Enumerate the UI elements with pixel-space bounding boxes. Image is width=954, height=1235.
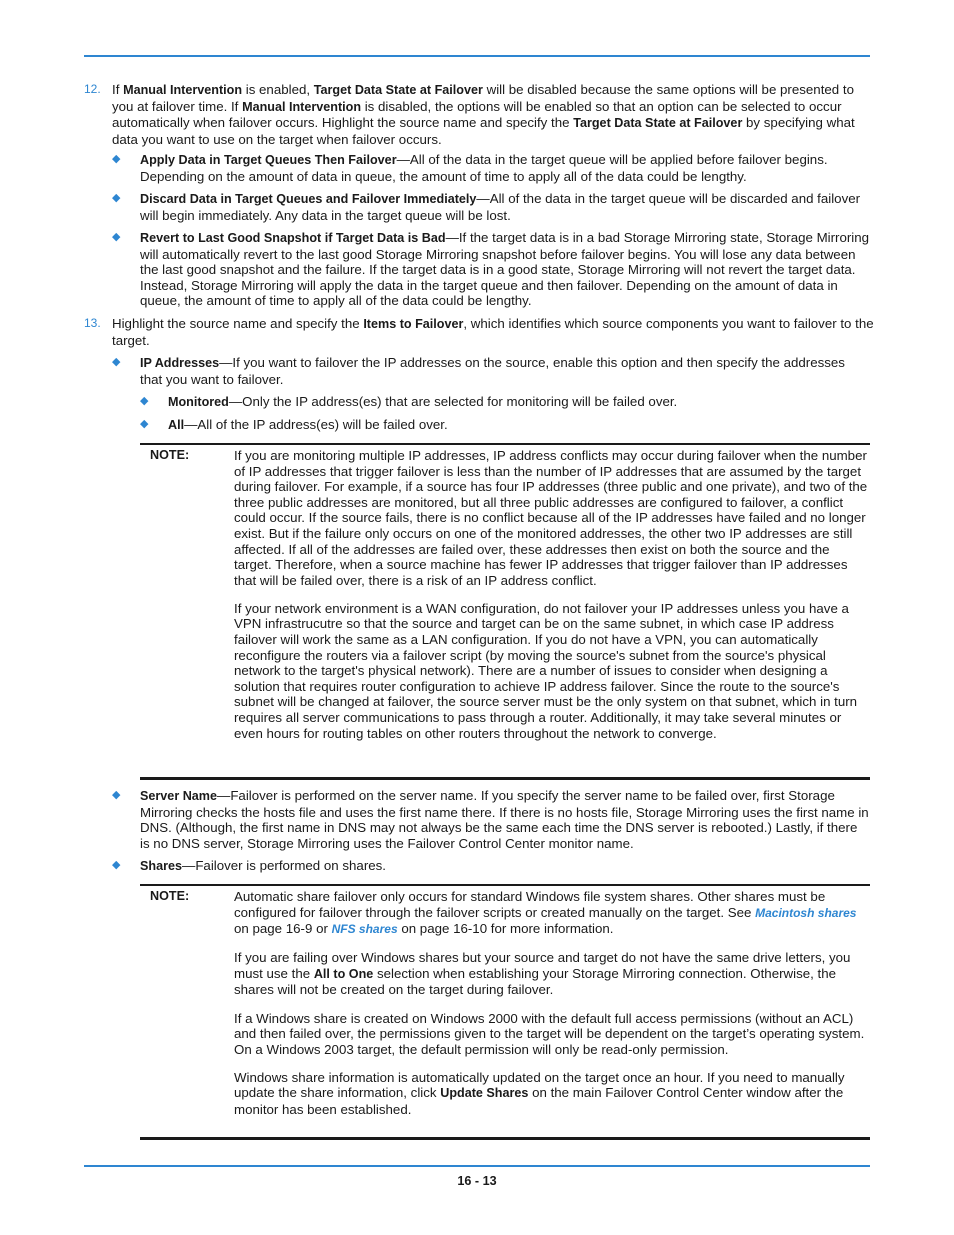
bullet-monitored: ◆ Monitored—Only the IP address(es) that are selected for monitoring will be failed over. bbox=[140, 394, 678, 409]
bullet-server-name: ◆ Server Name—Failover is performed on the server name. If you specify the server name to be failed over, first Storage Mirroring checks the hosts file and uses the first name there. If there is no hosts file, Storage Mirroring uses the first name in DNS. (Although, the first name in DNS may not always be the same each time the DNS server is rebooted.) Lastly, if there is no DNS server, Storage Mirroring uses the Failover Control Center monitor name. bbox=[112, 788, 869, 851]
note-paragraph: Windows share information is automatically updated on the target once an hour. If you need to manually update the share information, click Update Shares on the main Failover Control Center window after the monitor has been established. bbox=[234, 1069, 845, 1118]
bullet-apply-data: ◆ Apply Data in Target Queues Then Failover—All of the data in the target queue will be applied before failover begins. Depending on the amount of data in queue, the amount of time to apply all of the data could be lengthy. bbox=[112, 152, 828, 184]
macintosh-shares-link[interactable]: Macintosh shares bbox=[755, 905, 857, 920]
diamond-bullet-icon: ◆ bbox=[112, 859, 121, 871]
step-13 bbox=[84, 316, 874, 348]
diamond-bullet-icon: ◆ bbox=[112, 153, 121, 165]
diamond-bullet-icon: ◆ bbox=[140, 395, 149, 407]
diamond-bullet-icon: ◆ bbox=[112, 231, 121, 243]
note-share-failover bbox=[140, 884, 870, 1140]
bullet-revert-snapshot: ◆ Revert to Last Good Snapshot if Target Data is Bad—If the target data is in a bad Storage Mirroring state, Storage Mirroring will automatically revert to the last good Storage Mirroring snapshot before failover begins. You will lose any data between the last good snapshot and the failure. If the target data is in a good state, Storage Mirroring will not revert the target data. Instead, Storage Mirroring will apply the data in the target queue and then failover. Depending on the amount of data in queue, the amount of time to apply all of the data could be lengthy. bbox=[112, 230, 870, 309]
bullet-all: ◆ All—All of the IP address(es) will be failed over. bbox=[140, 417, 448, 432]
step-number: 12. bbox=[84, 82, 101, 96]
nfs-shares-link[interactable]: NFS shares bbox=[331, 922, 398, 937]
step-number: 13. bbox=[84, 316, 101, 330]
bullet-discard-data: ◆ Discard Data in Target Queues and Failover Immediately—All of the data in the target queue will be discarded and failover will begin immediately. Any data in the target queue will be lost. bbox=[112, 191, 861, 223]
note-paragraph: If you are failing over Windows shares but your source and target do not have the same drive letters, you must use the All to One selection when establishing your Storage Mirroring connection. Otherwise, the shares will not be created on the target during failover. bbox=[234, 950, 851, 998]
diamond-bullet-icon: ◆ bbox=[112, 789, 121, 801]
note-paragraph: If a Windows share is created on Windows 2000 with the default full access permissions (without an ACL) and then failed over, the permissions given to the target will be dependent on the target’s operating system. On a Windows 2003 target, the default permission will only be read-only permission. bbox=[234, 1010, 865, 1057]
note-paragraph: If you are monitoring multiple IP addresses, IP address conflicts may occur during failover when the number of IP addresses that trigger failover is less than the number of IP addresses that are assumed by the target during failover. For example, if a source has four IP addresses (three public and one private), and two of the three public addresses are monitored, but all three public addresses are configured to failover, a conflict could occur. If the source fails, there is no conflict because all of the IP addresses have failed and no longer exist. But if the failure only occurs on one of the monitored addresses, the other two IP addresses are still affected. If all of the addresses are failed over, these addresses then exist on both the source and the target. Therefore, when a source machine has fewer IP addresses that trigger failover than IP addresses that will be failed over, there is a risk of an IP address conflict. bbox=[234, 448, 868, 588]
header-rule bbox=[84, 55, 870, 57]
step-text: Highlight the source name and specify the Items to Failover, which identifies which source components you want to failover to the target. bbox=[112, 316, 874, 348]
note-top-rule bbox=[140, 884, 870, 886]
note-top-rule bbox=[140, 443, 870, 445]
diamond-bullet-icon: ◆ bbox=[140, 418, 149, 430]
note-paragraph: Automatic share failover only occurs for standard Windows file system shares. Other shares must be configured for failover through the failover scripts or created manually on the target. See Macintosh shares on page 16-9 or NFS shares on page 16-10 for more information. bbox=[234, 889, 857, 937]
note-label: NOTE: bbox=[150, 889, 190, 903]
note-paragraph: If your network environment is a WAN configuration, do not failover your IP addresses unless you have a VPN infrastrucutre so that the source and target can be on the same subnet, in which case IP address failover will work the same as a LAN configuration. If you do not have a VPN, you can automatically reconfigure the routers via a failover script (by moving the source's subnet from the source's physical network to the target's physical network). There are a number of issues to consider when designing a solution that requires router configuration to achieve IP address failover. Since the route to the source's subnet will be changed at failover, the source server must be the only system on that subnet, which in turn requires all server communications to pass through a router. Additionally, it may take several minutes or even hours for routing tables on other routers throughout the network to converge. bbox=[234, 600, 858, 741]
diamond-bullet-icon: ◆ bbox=[112, 356, 121, 368]
bullet-shares: ◆ Shares—Failover is performed on shares. bbox=[112, 858, 386, 873]
footer-rule bbox=[84, 1165, 870, 1167]
note-label: NOTE: bbox=[150, 448, 190, 462]
step-text: If Manual Intervention is enabled, Target Data State at Failover will be disabled because the same options will be presented to you at failover time. If Manual Intervention is disabled, the options will be enabled so that an option can be selected to occur automatically when failover occurs. Highlight the source name and specify the Target Data State at Failover by specifying what data you want to use on the target when failover occurs. bbox=[112, 82, 855, 147]
page-number: 16 - 13 bbox=[457, 1174, 497, 1188]
diamond-bullet-icon: ◆ bbox=[112, 192, 121, 204]
bullet-ip-addresses: ◆ IP Addresses—If you want to failover the IP addresses on the source, enable this option and then specify the addresses that you want to failover. bbox=[112, 355, 845, 387]
note-ip-conflicts bbox=[140, 443, 870, 780]
step-12 bbox=[84, 82, 874, 147]
